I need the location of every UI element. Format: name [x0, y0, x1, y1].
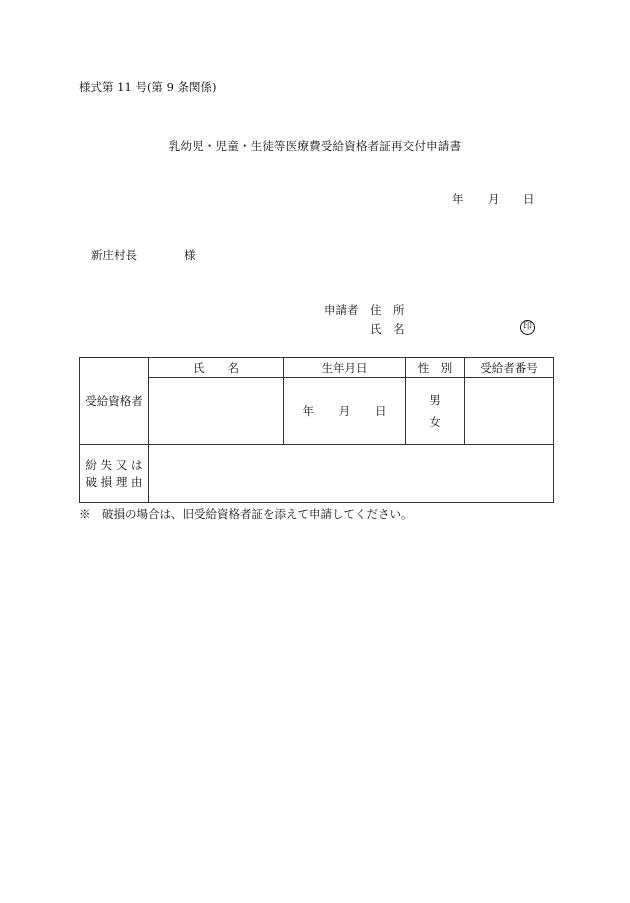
- gender-cell[interactable]: [406, 378, 465, 445]
- recipient-row-label: 受給資格者: [80, 358, 149, 445]
- reason-label-line2: 破 損 理 由: [85, 474, 143, 489]
- addressee-honorific: 様: [184, 248, 196, 262]
- header-name: 氏 名: [149, 358, 284, 378]
- reason-cell[interactable]: [149, 445, 554, 503]
- date-month-label: 月: [488, 192, 500, 206]
- document-title: 乳幼児・児童・生徒等医療費受給資格者証再交付申請書: [168, 139, 462, 153]
- recipient-table: [79, 357, 554, 503]
- birthdate-cell[interactable]: [284, 378, 406, 445]
- reason-label: [80, 445, 149, 503]
- date-day-label: 日: [523, 192, 535, 206]
- addressee-name: 新庄村長: [91, 248, 137, 262]
- applicant-label: 申請者: [324, 303, 359, 317]
- header-recipient-number: 受給者番号: [465, 358, 554, 378]
- reason-label-line1: 紛 失 又 は: [85, 457, 143, 472]
- name-cell[interactable]: [149, 378, 284, 445]
- header-gender: 性 別: [406, 358, 465, 378]
- header-birthdate: 生年月日: [284, 358, 406, 378]
- recipient-number-cell[interactable]: [465, 378, 554, 445]
- gender-male-option[interactable]: 男: [429, 393, 441, 407]
- date-year-label: 年: [452, 192, 464, 206]
- seal-mark: 印: [520, 320, 535, 335]
- birth-day-label: 日: [375, 404, 387, 418]
- applicant-name-label: 氏 名: [370, 322, 405, 336]
- birth-month-label: 月: [338, 404, 351, 418]
- applicant-address-label: 住 所: [370, 303, 405, 317]
- note: ※ 破損の場合は、旧受給資格者証を添えて申請してください。: [79, 507, 413, 521]
- form-number: 様式第 11 号(第 9 条関係): [79, 80, 217, 94]
- birth-year-label: 年: [302, 404, 314, 418]
- gender-female-option[interactable]: 女: [429, 415, 441, 429]
